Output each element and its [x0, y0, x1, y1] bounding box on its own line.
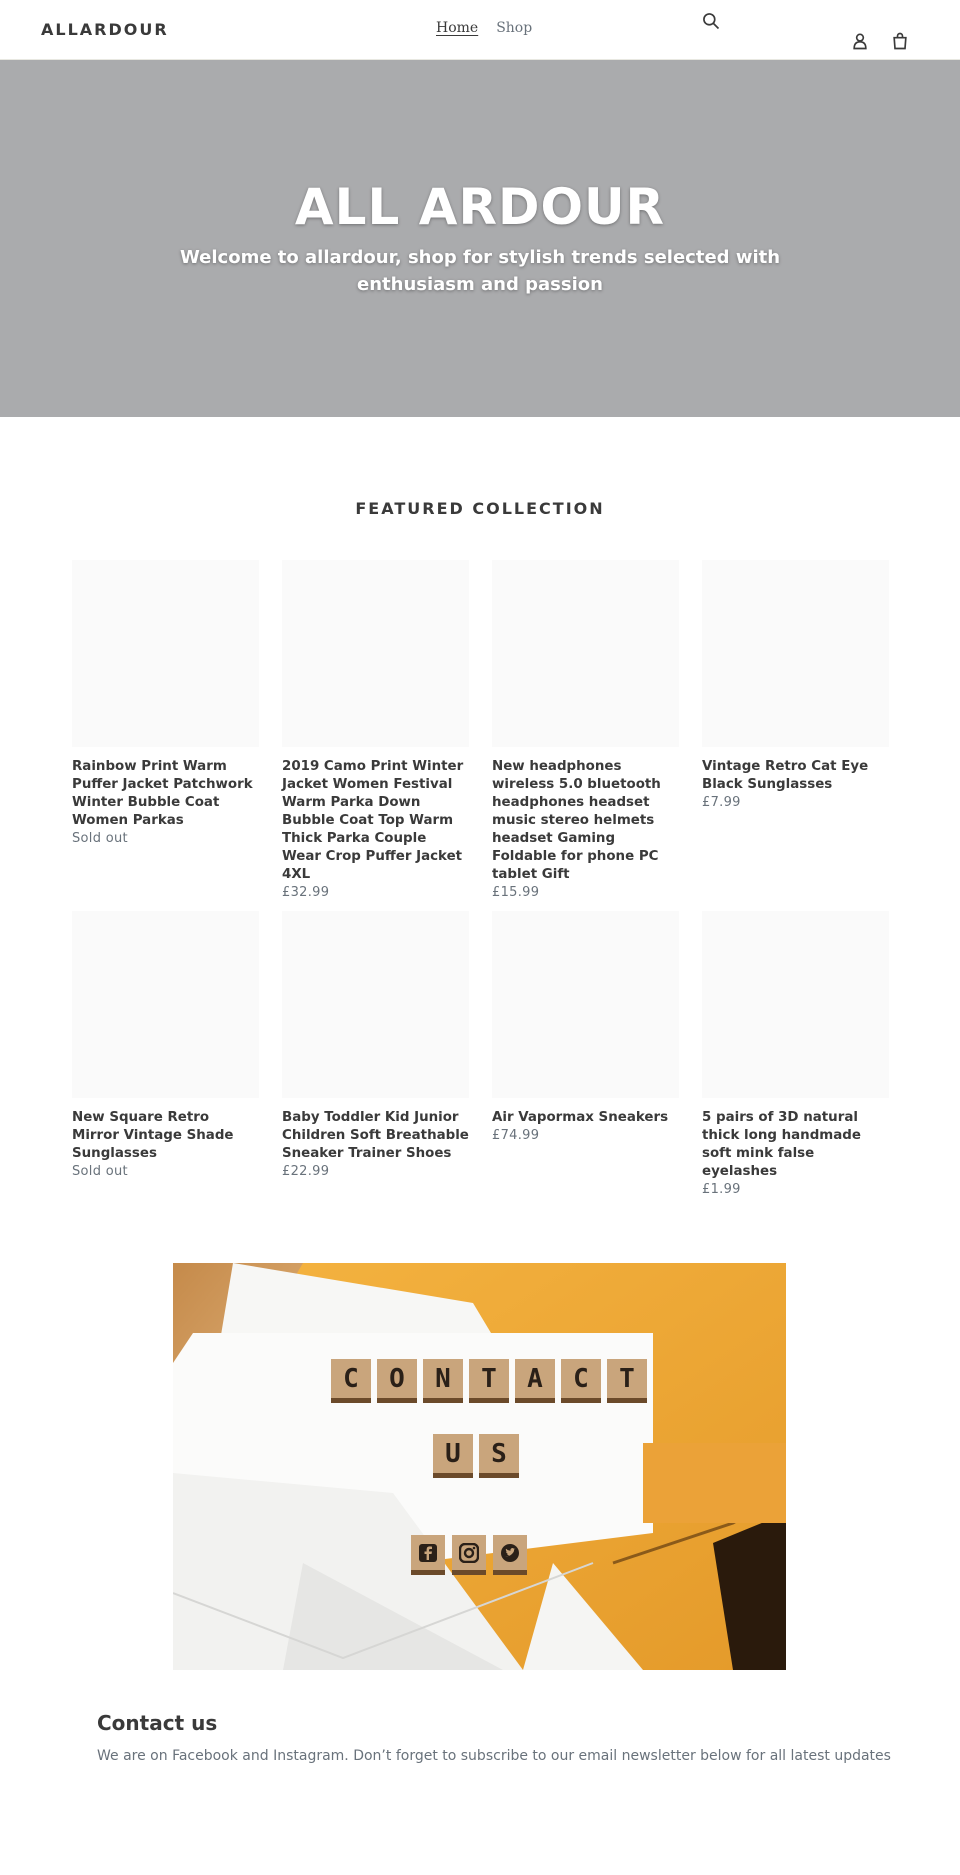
product-title[interactable]: 2019 Camo Print Winter Jacket Women Festival Warm Parka Down Bubble Coat Top Warm Thick Parka Couple Wear Crop Puffer Jacket 4XL: [282, 759, 464, 882]
product-card[interactable]: [72, 911, 259, 1181]
facebook-icon: [411, 1535, 445, 1575]
product-price: £1.99: [702, 1182, 741, 1197]
product-image-placeholder[interactable]: [492, 560, 679, 747]
product-card[interactable]: [282, 560, 469, 902]
hero-title: ALL ARDOUR: [294, 178, 666, 236]
product-image-placeholder[interactable]: [702, 911, 889, 1098]
contact-text: We are on Facebook and Instagram. Don’t forget to subscribe to our email newsletter below for all latest updates: [97, 1748, 891, 1764]
social-tiles-row: [411, 1535, 527, 1575]
product-title[interactable]: Vintage Retro Cat Eye Black Sunglasses: [702, 759, 869, 792]
instagram-icon: [452, 1535, 486, 1575]
product-price: Sold out: [72, 831, 128, 846]
contact-us-image: [173, 1263, 786, 1670]
product-price: Sold out: [72, 1164, 128, 1179]
letter-tile: A: [515, 1359, 555, 1403]
product-card[interactable]: [702, 911, 889, 1199]
cart-icon[interactable]: [888, 29, 912, 53]
hero-banner: [0, 60, 960, 417]
product-image-placeholder[interactable]: [72, 911, 259, 1098]
nav-item-shop[interactable]: Shop: [496, 20, 533, 36]
letter-tile: T: [469, 1359, 509, 1403]
product-card[interactable]: [72, 560, 259, 848]
product-title[interactable]: New Square Retro Mirror Vintage Shade Sunglasses: [72, 1110, 234, 1161]
product-title[interactable]: Rainbow Print Warm Puffer Jacket Patchwork Winter Bubble Coat Women Parkas: [72, 759, 253, 828]
product-title[interactable]: Baby Toddler Kid Junior Children Soft Breathable Sneaker Trainer Shoes: [282, 1110, 469, 1161]
product-image-placeholder[interactable]: [282, 911, 469, 1098]
product-image-placeholder[interactable]: [702, 560, 889, 747]
letter-tiles-row-contact: [331, 1359, 647, 1403]
letter-tile: O: [377, 1359, 417, 1403]
product-card[interactable]: [492, 560, 679, 902]
letter-tile: T: [607, 1359, 647, 1403]
product-price: £22.99: [282, 1164, 330, 1179]
twitter-icon: [493, 1535, 527, 1575]
letter-tile: U: [433, 1434, 473, 1478]
letter-tile: C: [331, 1359, 371, 1403]
product-image-placeholder[interactable]: [282, 560, 469, 747]
product-image-placeholder[interactable]: [492, 911, 679, 1098]
product-title[interactable]: 5 pairs of 3D natural thick long handmade soft mink false eyelashes: [702, 1110, 861, 1179]
contact-title: Contact us: [97, 1711, 218, 1735]
product-price: £15.99: [492, 885, 540, 900]
letter-tile: S: [479, 1434, 519, 1478]
search-icon[interactable]: [699, 9, 723, 33]
letter-tiles-row-us: [433, 1434, 519, 1478]
hero-subtitle: Welcome to allardour, shop for stylish trends selected with enthusiasm and passion: [179, 247, 781, 295]
main-nav: [436, 20, 532, 36]
product-card[interactable]: [282, 911, 469, 1181]
featured-collection-title: FEATURED COLLECTION: [355, 499, 605, 518]
account-icon[interactable]: [848, 29, 872, 53]
letter-tile: N: [423, 1359, 463, 1403]
site-logo[interactable]: ALLARDOUR: [41, 20, 169, 39]
nav-item-home[interactable]: Home: [436, 20, 479, 36]
product-card[interactable]: [492, 911, 679, 1145]
product-title[interactable]: Air Vapormax Sneakers: [492, 1110, 669, 1125]
product-title[interactable]: New headphones wireless 5.0 bluetooth headphones headset music stereo helmets headset Gaming Foldable for phone PC tablet Gift: [492, 759, 661, 882]
product-price: £74.99: [492, 1128, 540, 1143]
product-image-placeholder[interactable]: [72, 560, 259, 747]
letter-tile: C: [561, 1359, 601, 1403]
product-card[interactable]: [702, 560, 889, 812]
product-price: £32.99: [282, 885, 330, 900]
product-price: £7.99: [702, 795, 741, 810]
site-header: [0, 0, 960, 60]
